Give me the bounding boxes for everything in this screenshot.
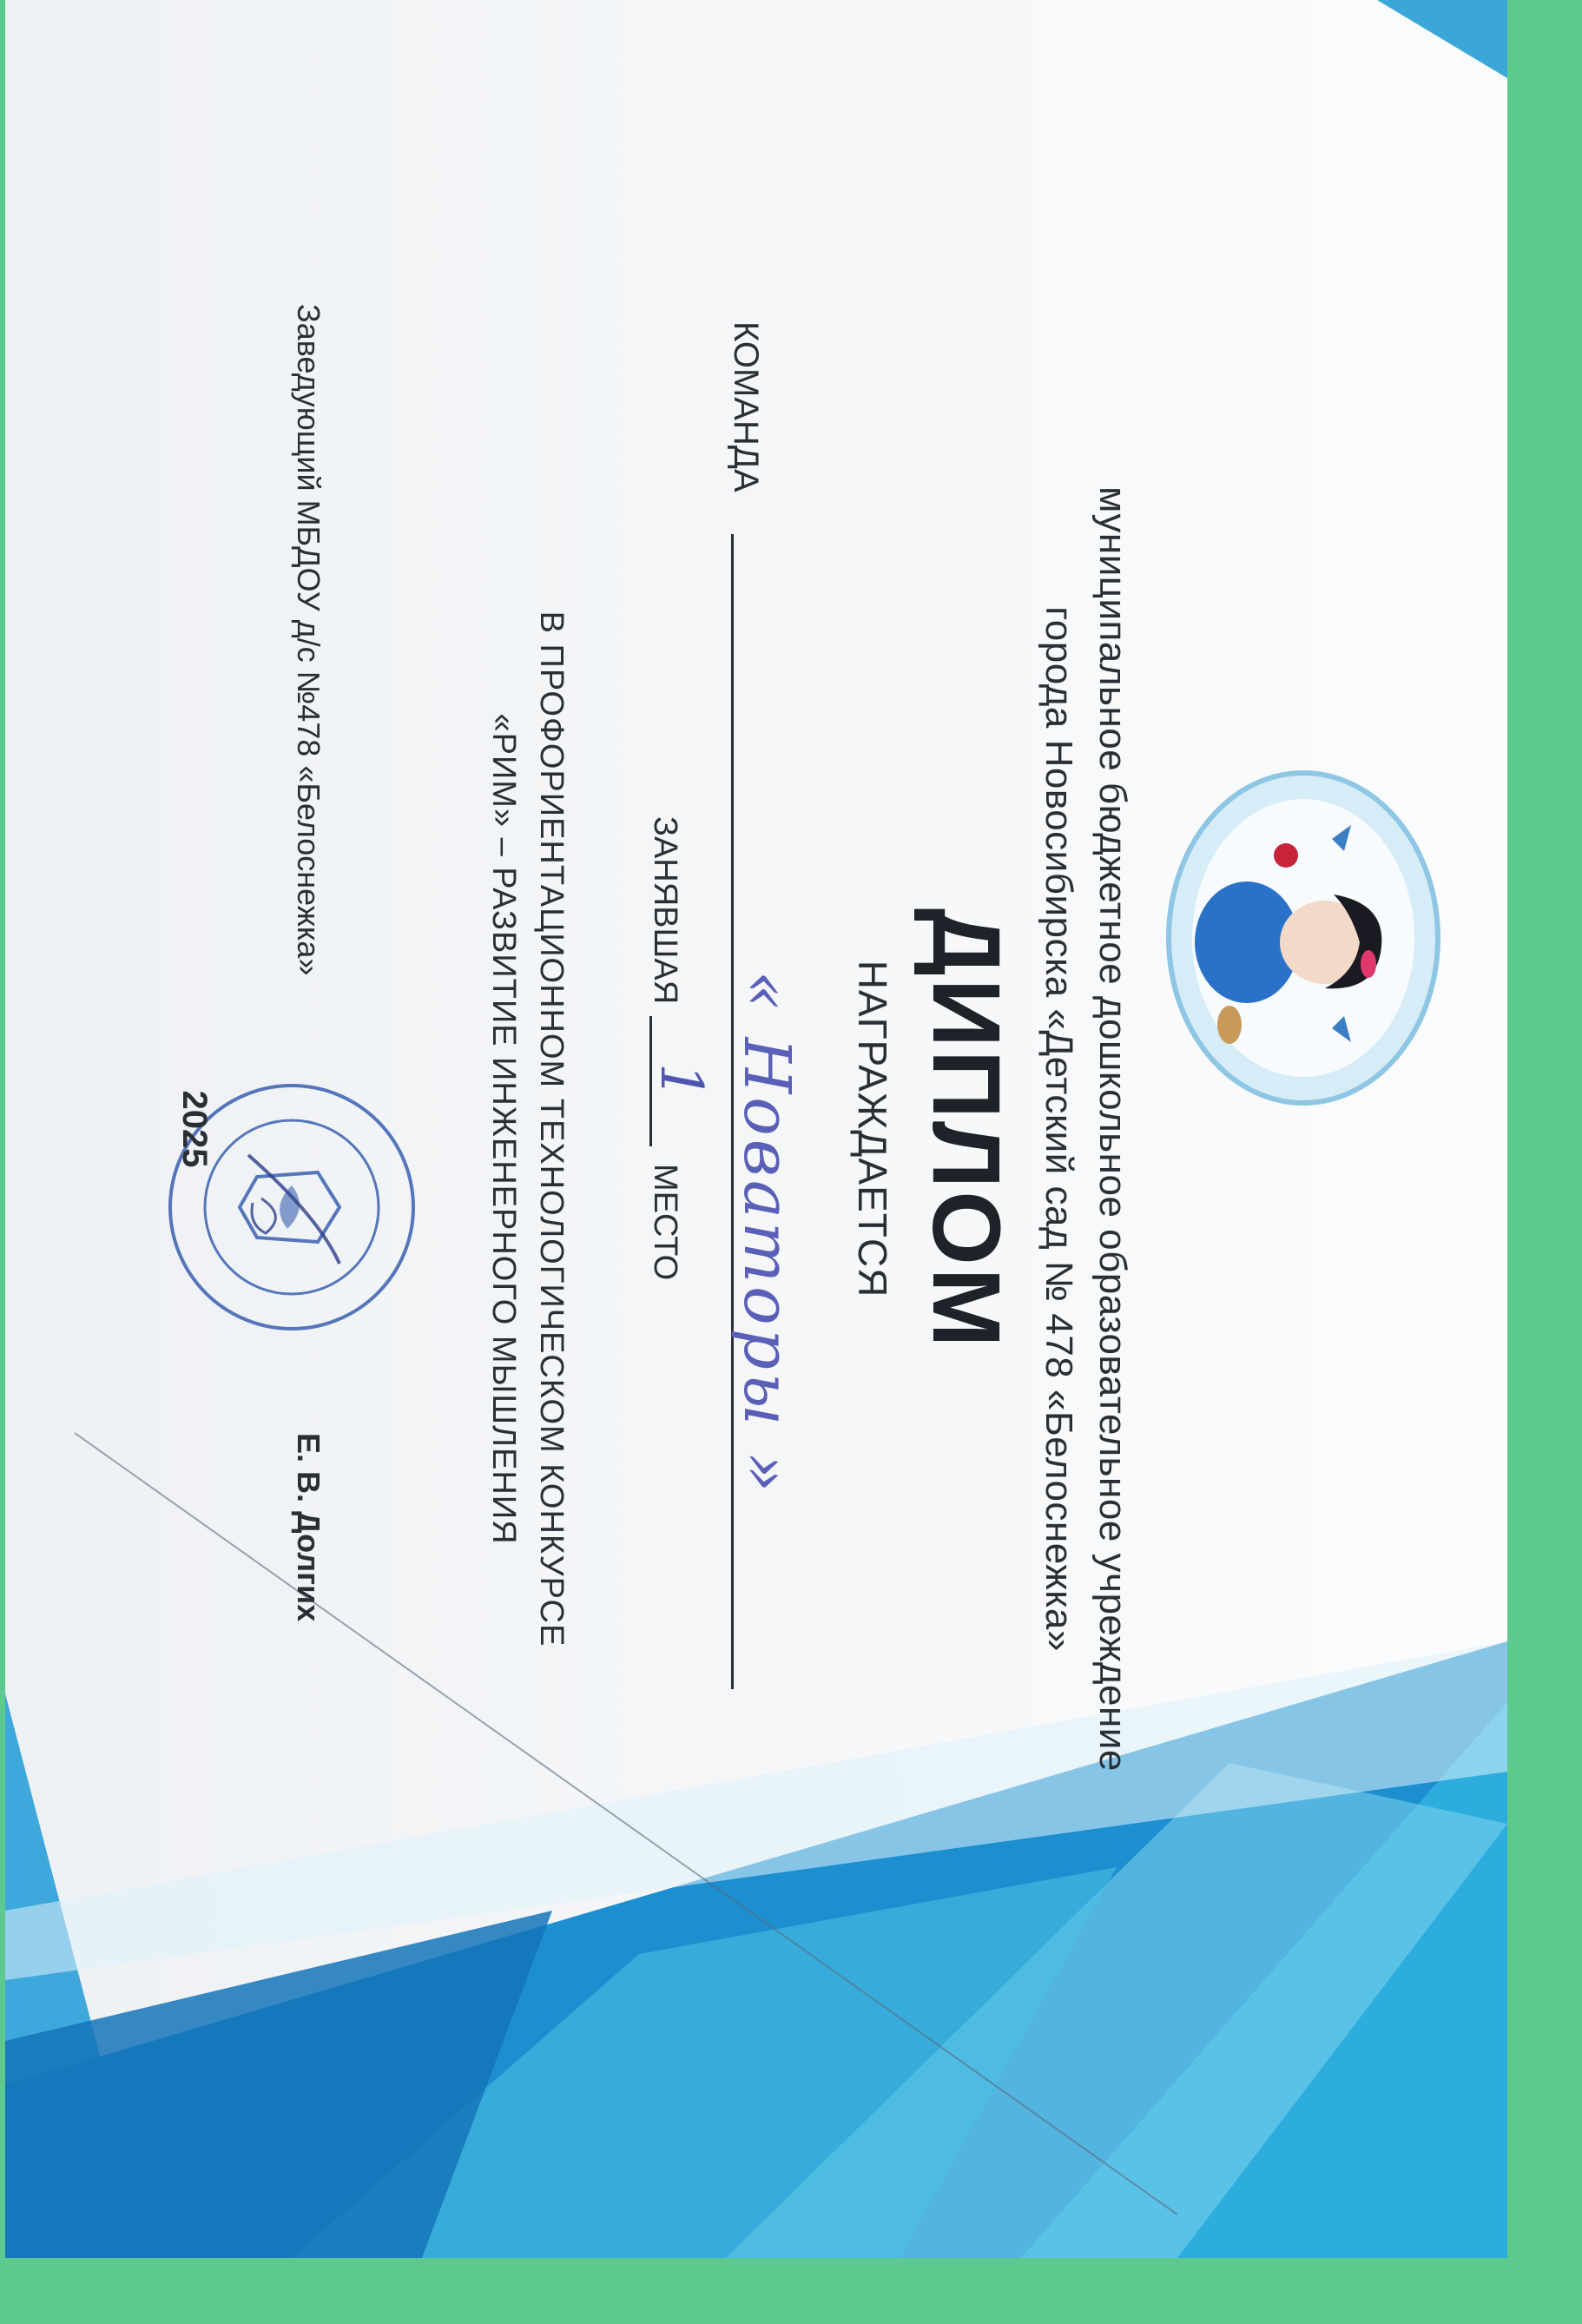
diploma-title: ДИПЛОМ [913, 908, 1019, 1350]
place-value-handwritten: 1 [648, 1063, 715, 1099]
organization-line-2: города Новосибирска «Детский сад № 478 «Белоснежка» [1038, 606, 1080, 1652]
team-name-handwritten: « Новаторы » [729, 970, 804, 1496]
signatory-title: Заведующий МБДОУ д/с №478 «Белоснежка» [291, 304, 326, 976]
place-suffix: МЕСТО [647, 1164, 683, 1281]
place-row [641, 0, 715, 2258]
signatory-name: Е. В. Долгих [291, 1433, 326, 1622]
year: 2025 [175, 1090, 214, 1168]
diploma-sheet [5, 0, 1507, 2258]
snow-white-emblem-icon [1160, 764, 1447, 1112]
awarded-heading: НАГРАЖДАЕТСЯ [850, 960, 895, 1298]
place-prefix: ЗАНЯВШАЯ [647, 816, 683, 1005]
corner-shape-top-left [1377, 0, 1507, 78]
contest-line-1: В ПРОФОРИЕНТАЦИОННОМ ТЕХНОЛОГИЧЕСКОМ КОНКУРСЕ [533, 611, 570, 1647]
organization-line-1: муниципальное бюджетное дошкольное образовательное учреждение [1091, 486, 1134, 1772]
team-label: КОМАНДА [727, 321, 765, 492]
contest-line-2: «РИМ» – РАЗВИТИЕ ИНЖЕНЕРНОГО МЫШЛЕНИЯ [485, 713, 522, 1545]
